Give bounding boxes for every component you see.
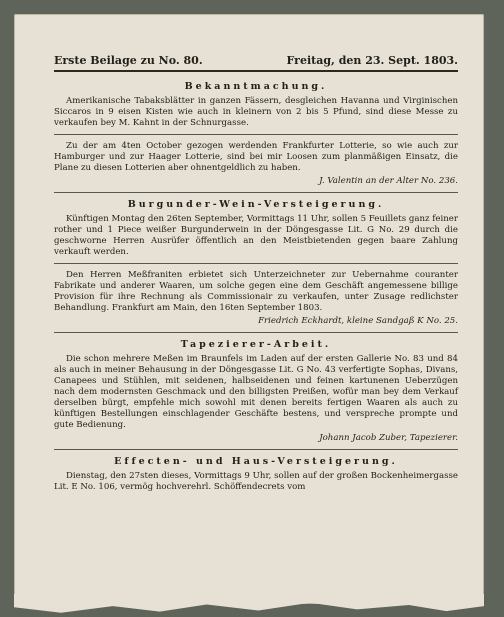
section-title: Bekanntmachung.	[184, 81, 328, 92]
section-text: Künftigen Montag den 26ten September, Vormittags 11 Uhr, sollen 5 Feuillets ganz feiner rother und 1 Piece weißer Burgunderwein in der Döngesgasse Lit. G No. 29 durch die geschworne Herren Ausrüfer öffentlich an den Meistbietenden gegen baare Zahlung verkauft werden.	[54, 214, 458, 257]
newspaper-page	[14, 14, 484, 604]
section-title: Burgunder-Wein-Versteigerung.	[127, 199, 385, 210]
section-title: Tapezierer-Arbeit.	[180, 339, 332, 350]
section-text: Amerikanische Tabaksblätter in ganzen Fässern, desgleichen Havanna und Virginischen Siccaros in 9 eisen Kisten wie auch in kleinern von 2 bis 5 Pfund, sind diese Messe zu verkaufen bey M. Kahnt in der Schnurgasse.	[54, 96, 458, 128]
notice-house-auction	[54, 456, 458, 498]
header-right: Freitag, den 23. Sept. 1803.	[286, 54, 458, 67]
section-text: Die schon mehrere Meßen im Braunfels im Laden auf der ersten Gallerie No. 83 und 84 als auch in meiner Behausung in der Döngesgasse Lit. G No. 43 verfertigte Sophas, Divans, Canapees und Stühlen, mit seidenen, halbseidenen und feinen kartunenen Ueberzügen nach dem modernsten Geschmack und den billigsten Preißen, wofür man bey dem Verkauf derselben bürgt, empfehle mich sowohl mit denen bereits fertigen Waaren als auch zu künftigen Bestellungen einschlagender Geschäfte bestens, und verspreche prompte und gute Bedienung.	[54, 354, 458, 430]
section-text: Dienstag, den 27sten dieses, Vormittags 9 Uhr, sollen auf der großen Bockenheimergasse Lit. E No. 106, vermög hochverehrl. Schöffendecrets vom	[54, 471, 458, 492]
section-text: Den Herren Meßfraniten erbietet sich Unterzeichneter zur Uebernahme couranter Fabrikate und anderer Waaren, um solche gegen eine dem Geschäft angemessene billige Provision für ihre Rechnung als Commissionair zu verkaufen, unter Zusage redlichster Behandlung. Frankfurt am Main, den 16ten September 1803.	[54, 270, 458, 313]
notice-lottery	[54, 141, 458, 193]
page-header	[54, 55, 458, 72]
notice-commission	[54, 270, 458, 333]
notice-upholstery	[54, 339, 458, 450]
header-left: Erste Beilage zu No. 80.	[54, 54, 203, 67]
section-text: Zu der am 4ten October gezogen werdenden Frankfurter Lotterie, so wie auch zur Hamburger und zur Haager Lotterie, sind bei mir Loosen zum planmäßigen Einsatz, die Plane zu diesen Lotterien aber ohnentgeldlich zu haben.	[54, 141, 458, 173]
notice-tobacco	[54, 81, 458, 135]
section-title: Effecten- und Haus-Versteigerung.	[114, 456, 398, 467]
page-content	[54, 55, 458, 504]
section-signature: Johann Jacob Zuber, Tapezierer.	[319, 433, 458, 443]
section-signature: Friedrich Eckhardt, kleine Sandgaß K No. 25.	[258, 316, 458, 326]
notice-wine-auction	[54, 199, 458, 264]
section-signature: J. Valentin an der Alter No. 236.	[319, 176, 458, 186]
